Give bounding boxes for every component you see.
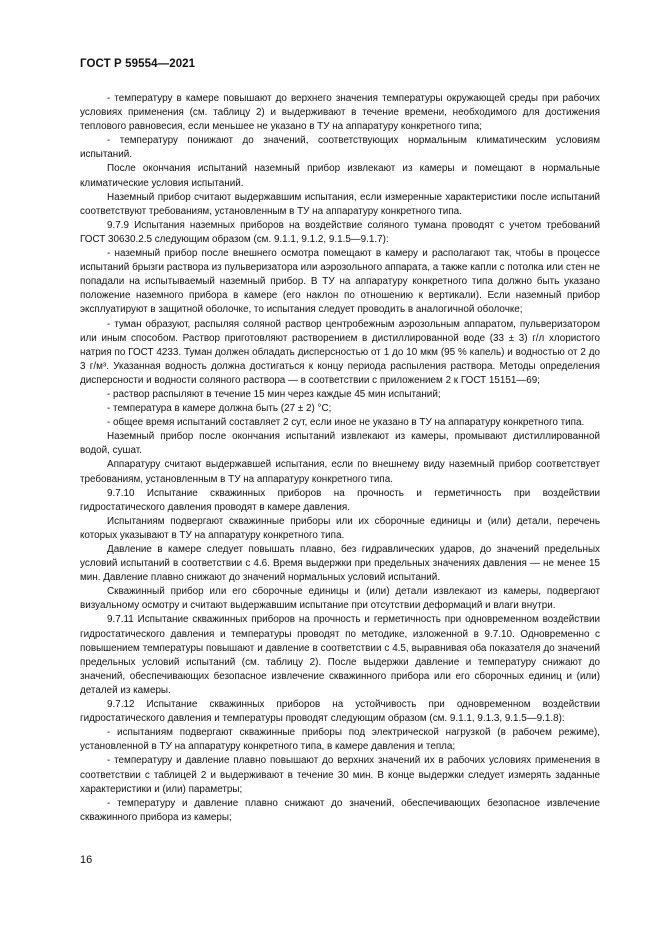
paragraph: - температуру понижают до значений, соответствующих нормальным климатическим условиям испытаний. <box>80 135 600 161</box>
paragraph: - общее время испытаний составляет 2 сут, если иное не указано в ТУ на аппаратуру конкретного типа. <box>107 417 585 429</box>
paragraph: - температуру и давление плавно снижают до значений, обеспечивающих безопасное извлечение скважинного прибора из камеры; <box>80 797 600 823</box>
paragraph: Аппаратуру считают выдержавшей испытания, если по внешнему виду наземный прибор соответствует требованиям, установленным в ТУ на аппаратуру конкретного типа. <box>80 459 600 485</box>
paragraph: Наземный прибор после окончания испытаний извлекают из камеры, промывают дистиллированной водой, сушат. <box>80 431 600 457</box>
document-body <box>80 92 600 825</box>
paragraph: - испытаниям подвергают скважинные приборы под электрической нагрузкой (в рабочем режиме), установленной в ТУ на аппаратуру конкретного типа, в камере давления и тепла; <box>80 727 600 753</box>
page-number: 16 <box>80 854 93 866</box>
paragraph: - наземный прибор после внешнего осмотра помещают в камеру и располагают так, чтобы в процессе испытаний брызги раствора из пульверизатора или аэрозольного аппарата, а также капли с потолка или стен не попадали на испытываемый наземный прибор. В ТУ на аппаратуру конкретного типа должно быть указано положение наземного прибора в камере (его наклон по отношению к вертикали). Если наземный прибор эксплуатируют в защитной оболочке, то испытания следует проводить в аналогичной оболочке; <box>80 248 600 316</box>
paragraph: - температуру в камере повышают до верхнего значения температуры окружающей среды при рабочих условиях применения (см. таблицу 2) и выдерживают в течение времени, необходимого для достижения теплового равновесия, если меньшее не указано в ТУ на аппаратуру конкретного типа; <box>80 93 600 133</box>
paragraph: 9.7.11 Испытание скважинных приборов на прочность и герметичность при одновременном воздействии гидростатического давления и температуры проводят по методике, изложенной в 9.7.10. Одновременно с повышением температуры повышают и давление в соответствии с 4.5, выравнивая оба показателя до значений предельных условий испытаний (см. таблицу 2). После выдержки давление и температуру снижают до значений, обеспечивающих безопасное извлечение скважинного прибора или его сборочных единиц и (или) деталей из камеры. <box>80 614 600 696</box>
paragraph: - температуру и давление плавно повышают до верхних значений их в рабочих условиях применения в соответствии с таблицей 2 и выдерживают в течение 30 мин. В конце выдержки следует измерять заданные характеристики и (или) параметры; <box>80 755 600 795</box>
paragraph: Испытаниям подвергают скважинные приборы или их сборочные единицы и (или) детали, перечень которых указывают в ТУ на аппаратуру конкретного типа. <box>80 515 600 541</box>
paragraph: Давление в камере следует повышать плавно, без гидравлических ударов, до значений предельных условий испытаний в соответствии с 4.6. Время выдержки при предельных значениях давления — не менее 15 мин. Давление плавно снижают до значений нормальных условий испытаний. <box>80 544 600 584</box>
paragraph: 9.7.10 Испытание скважинных приборов на прочность и герметичность при воздействии гидростатического давления проводят в камере давления. <box>80 487 600 513</box>
paragraph: - туман образуют, распыляя соляной раствор центробежным аэрозольным аппаратом, пульверизатором или иным способом. Раствор приготовляют растворением в дистиллированной воде (33 ± 3) г/л хлористого натрия по ГОСТ 4233. Туман должен обладать дисперсностью от 1 до 10 мкм (95 % капель) и водностью от 2 до 3 г/м³. Указанная водность должна достигаться к концу периода распыления раствора. Методы определения дисперсности и водности соляного раствора — в соответствии с приложением 2 к ГОСТ 15151—69; <box>80 318 600 386</box>
paragraph: 9.7.9 Испытания наземных приборов на воздействие соляного тумана проводят с учетом требований ГОСТ 30630.2.5 следующим образом (см. 9.1.1, 9.1.2, 9.1.5—9.1.7): <box>80 219 600 245</box>
document-header: ГОСТ Р 59554—2021 <box>80 58 196 70</box>
paragraph: - температура в камере должна быть (27 ± 2) °С; <box>107 403 332 415</box>
paragraph: Скважинный прибор или его сборочные единицы и (или) детали извлекают из камеры, подвергают визуальному осмотру и считают выдержавшим испытание при отсутствии деформаций и влаги внутри. <box>80 586 600 612</box>
paragraph: После окончания испытаний наземный прибор извлекают из камеры и помещают в нормальные климатические условия испытаний. <box>80 163 600 189</box>
paragraph: Наземный прибор считают выдержавшим испытания, если измеренные характеристики после испытаний соответствуют требованиям, установленным в ТУ на аппаратуру конкретного типа. <box>80 191 600 217</box>
paragraph: 9.7.12 Испытание скважинных приборов на устойчивость при одновременном воздействии гидростатического давления и температуры проводят следующим образом (см. 9.1.1, 9.1.3, 9.1.5—9.1.8): <box>80 699 600 725</box>
paragraph: - раствор распыляют в течение 15 мин через каждые 45 мин испытаний; <box>107 388 441 400</box>
